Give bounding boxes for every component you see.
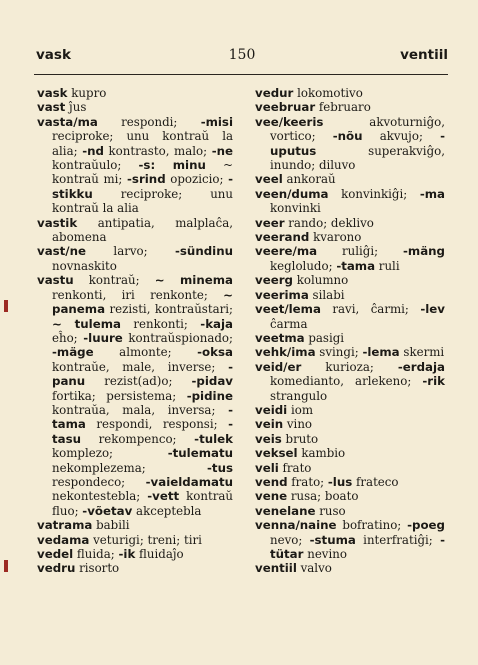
entry-subword: -tulek (194, 431, 233, 446)
dictionary-entry (255, 475, 445, 489)
entry-translation: akvoturniĝo, vortico; (270, 114, 445, 144)
entry-headword: veere/ma (255, 244, 318, 259)
dictionary-entry (255, 345, 445, 359)
entry-headword: vastu (37, 273, 74, 288)
entry-translation: bofratino; (336, 518, 408, 533)
entry-headword: vasta/ma (37, 114, 98, 129)
entry-headword: vast/ne (37, 244, 87, 259)
entry-headword: veksel (255, 446, 298, 461)
entry-translation: februaro (315, 100, 371, 115)
entry-translation: fluida; (73, 547, 119, 561)
entry-translation: nekontestebla; (52, 489, 148, 504)
entry-translation: frato; (287, 474, 328, 489)
entry-translation: renkonti; (120, 316, 201, 331)
entry-subword: -srind (127, 172, 166, 187)
dictionary-entry (37, 518, 233, 532)
dictionary-entry (37, 216, 233, 245)
entry-translation: kontraŭ fluo; (52, 489, 233, 518)
entry-subword: -nd (82, 143, 104, 158)
entry-translation: kurioza; (301, 359, 398, 374)
entry-translation: almonte; (93, 345, 198, 360)
entry-translation: skermi (399, 345, 445, 360)
entry-translation: kontraŭe, male, inverse; (52, 359, 229, 374)
entry-translation: ĉarma (270, 316, 308, 331)
entry-translation: babili (92, 518, 130, 533)
entry-headword: vedru (37, 561, 76, 576)
entry-headword: vee/keeris (255, 114, 324, 129)
entry-translation: rezist(ad)o; (85, 374, 192, 389)
entry-translation: nevo; (270, 532, 310, 547)
entry-translation: ankoraŭ (282, 172, 336, 187)
entry-translation: kegloludo; (270, 258, 337, 273)
entry-translation: larvo; (86, 244, 175, 259)
entry-headword: veel (255, 172, 283, 187)
entry-subword: -tama (52, 402, 233, 432)
dictionary-entry (255, 504, 445, 518)
entry-subword: -tulematu (167, 446, 233, 461)
entry-subword: ~ panema (52, 287, 233, 317)
entry-translation: ruli (375, 258, 400, 273)
entry-subword: -mäng (403, 244, 445, 259)
entry-headword: vast (37, 100, 66, 115)
entry-headword: veidi (255, 402, 288, 417)
dictionary-entry (37, 533, 233, 547)
entry-subword: -pidine (186, 388, 233, 403)
entry-subword: -lus (327, 474, 353, 489)
dictionary-entry (37, 100, 233, 114)
entry-subword: -panu (52, 359, 233, 389)
entry-subword: -erdaja (397, 359, 445, 374)
left-column (37, 86, 233, 576)
header-last-word: ventiil (400, 47, 448, 63)
entry-subword: -lev (420, 302, 445, 317)
entry-headword: vein (255, 417, 284, 432)
entry-subword: -tütar (270, 532, 445, 561)
entry-translation: ruliĝi; (317, 244, 403, 259)
entry-translation: frateco (352, 474, 399, 489)
dictionary-entry (255, 417, 445, 431)
entry-subword: -ma (419, 186, 445, 201)
entry-headword: veerg (255, 273, 293, 288)
dictionary-entry (255, 273, 445, 287)
entry-subword: ~ minema (154, 273, 234, 288)
entry-subword: ~ tulema (52, 316, 121, 331)
entry-headword: veerima (255, 287, 309, 302)
entry-translation: frato (278, 460, 312, 475)
header-first-word: vask (36, 47, 71, 63)
entry-subword: -nõu (332, 129, 363, 144)
entry-translation: konvinkiĝi; (328, 186, 420, 201)
entry-translation: fluidaĵo (135, 547, 184, 561)
dictionary-entry (255, 115, 445, 173)
entry-subword: -tus (207, 460, 233, 475)
entry-subword: -tasu (52, 417, 233, 446)
entry-subword: -mäge (52, 345, 94, 360)
entry-translation: reciproke; unu kontraŭ la alia; (52, 129, 233, 158)
dictionary-entry (37, 561, 233, 575)
entry-translation: ruso (315, 503, 346, 518)
entry-translation: konvinki (270, 201, 321, 216)
entry-translation: strangulo (270, 388, 328, 403)
entry-subword: -misi (200, 114, 233, 129)
entry-headword: vene (255, 489, 288, 504)
entry-subword: -luure (83, 330, 123, 345)
entry-translation: kvarono (309, 230, 362, 245)
entry-subword: -ne (211, 143, 233, 158)
entry-translation: lokomotivo (293, 86, 363, 100)
entry-subword: -ik (118, 547, 136, 561)
dictionary-entry (255, 187, 445, 216)
entry-subword: -vaieldamatu (145, 474, 233, 489)
dictionary-entry (255, 461, 445, 475)
dictionary-entry (37, 86, 233, 100)
entry-headword: vask (37, 86, 68, 100)
dictionary-entry (255, 244, 445, 273)
entry-translation: superakviĝo, inundo; diluvo (270, 143, 445, 173)
entry-translation: komedianto, arlekeno; (270, 374, 423, 389)
entry-headword: vastik (37, 215, 78, 230)
entry-translation: rekompenco; (81, 431, 195, 446)
dictionary-entry (255, 432, 445, 446)
entry-translation: vino (283, 417, 313, 432)
entry-translation: nevino (303, 547, 347, 561)
entry-translation: kontraŭa, mala, inversa; (52, 402, 229, 417)
entry-translation: kontraŭulo; (52, 158, 139, 173)
entry-translation: fortika; persistema; (52, 388, 187, 403)
entry-headword: veid/er (255, 359, 302, 374)
entry-subword: -pidav (191, 374, 233, 389)
entry-translation: ĵus (65, 100, 87, 115)
entry-subword: -stuma (309, 532, 356, 547)
dictionary-entry (255, 446, 445, 460)
entry-translation: akceptebla (132, 503, 202, 518)
entry-translation: nekomplezema; (52, 460, 208, 475)
dictionary-entry (37, 244, 233, 273)
entry-translation: valvo (296, 561, 332, 576)
entry-translation: interfratiĝi; (355, 532, 441, 547)
entry-translation: risorto (75, 561, 120, 576)
entry-translation: silabi (308, 287, 345, 302)
dictionary-entry (37, 115, 233, 216)
entry-translation: komplezo; (52, 446, 168, 461)
entry-headword: veetma (255, 330, 305, 345)
entry-headword: vedur (255, 86, 294, 100)
entry-headword: vehk/ima (255, 345, 316, 360)
entry-translation: respondi, responsi; (85, 417, 229, 432)
entry-headword: vedel (37, 547, 74, 561)
entry-headword: vatrama (37, 518, 93, 533)
entry-translation: akvujo; (362, 129, 441, 144)
entry-translation: reciproke; unu kontraŭ la alia (52, 186, 233, 216)
entry-subword: -kaja (200, 316, 234, 331)
entry-subword: -stikku (52, 172, 233, 201)
entry-translation: kambio (297, 446, 346, 461)
entry-subword: -vett (147, 489, 180, 504)
entry-subword: -s: minu (138, 158, 206, 173)
dictionary-entry (255, 302, 445, 331)
page-number: 150 (228, 47, 256, 63)
entry-translation: novnaskito (52, 258, 117, 273)
entry-translation: pasigi (304, 330, 345, 345)
entry-translation: svingi; (315, 345, 363, 360)
dictionary-entry (255, 172, 445, 186)
entry-translation: respondi; (97, 114, 201, 129)
entry-subword: -lema (362, 345, 400, 360)
entry-subword: -uputus (270, 129, 445, 158)
dictionary-entry (255, 216, 445, 230)
entry-translation: veturigi; treni; tiri (89, 532, 202, 547)
entry-headword: veebruar (255, 100, 316, 115)
dictionary-entry (255, 518, 445, 561)
dictionary-entry (255, 331, 445, 345)
entry-translation: respondeco; (52, 474, 146, 489)
entry-translation: kontraŭ; (73, 273, 155, 288)
entry-headword: veis (255, 431, 282, 446)
entry-subword: -poeg (407, 518, 445, 533)
entry-subword: -võetav (82, 503, 133, 518)
entry-subword: -oksa (197, 345, 233, 360)
entry-translation: opozicio; (165, 172, 229, 187)
entry-translation: rezisti, kontraŭstari; (105, 302, 233, 317)
entry-translation: kolumno (292, 273, 349, 288)
dictionary-entry (37, 273, 233, 518)
entry-translation: rando; deklivo (284, 215, 374, 230)
entry-translation: kontraŭspionado; (122, 330, 233, 345)
dictionary-entry (255, 561, 445, 575)
entry-headword: veet/lema (255, 302, 321, 317)
entry-subword: -sündinu (175, 244, 233, 259)
dictionary-entry (255, 360, 445, 403)
entry-headword: vedama (37, 532, 90, 547)
dictionary-entry (255, 403, 445, 417)
dictionary-entry (37, 547, 233, 561)
entry-translation: kupro (67, 86, 107, 100)
dictionary-entry (255, 489, 445, 503)
entry-subword: -tama (336, 258, 376, 273)
entry-translation: rusa; boato (287, 489, 359, 504)
entry-translation: antipatia, malplaĉa, abomena (52, 215, 233, 245)
entry-headword: veli (255, 460, 279, 475)
entry-subword: -rik (422, 374, 445, 389)
dictionary-entry (255, 100, 445, 114)
entry-headword: vend (255, 474, 288, 489)
dictionary-entry (255, 230, 445, 244)
entry-headword: veen/duma (255, 186, 329, 201)
entry-headword: veer (255, 215, 285, 230)
entry-translation: ravi, ĉarmi; (320, 302, 421, 317)
header-rule (34, 74, 448, 75)
page-edge-mark (4, 560, 8, 572)
entry-headword: venna/naine (255, 518, 337, 533)
entry-translation: renkonti, iri renkonte; (52, 287, 224, 302)
entry-headword: venelane (255, 503, 316, 518)
dictionary-entry (255, 86, 445, 100)
page-edge-mark (4, 300, 8, 312)
dictionary-entry (255, 288, 445, 302)
entry-translation: eĥo; (52, 330, 84, 345)
entry-headword: ventiil (255, 561, 297, 576)
entry-headword: veerand (255, 230, 310, 245)
entry-translation: kontrasto, malo; (103, 143, 212, 158)
page-header (36, 47, 448, 67)
entry-translation: iom (287, 402, 314, 417)
entry-translation: ~ kontraŭ mi; (52, 158, 233, 187)
entry-translation: bruto (281, 431, 319, 446)
right-column (255, 86, 445, 576)
